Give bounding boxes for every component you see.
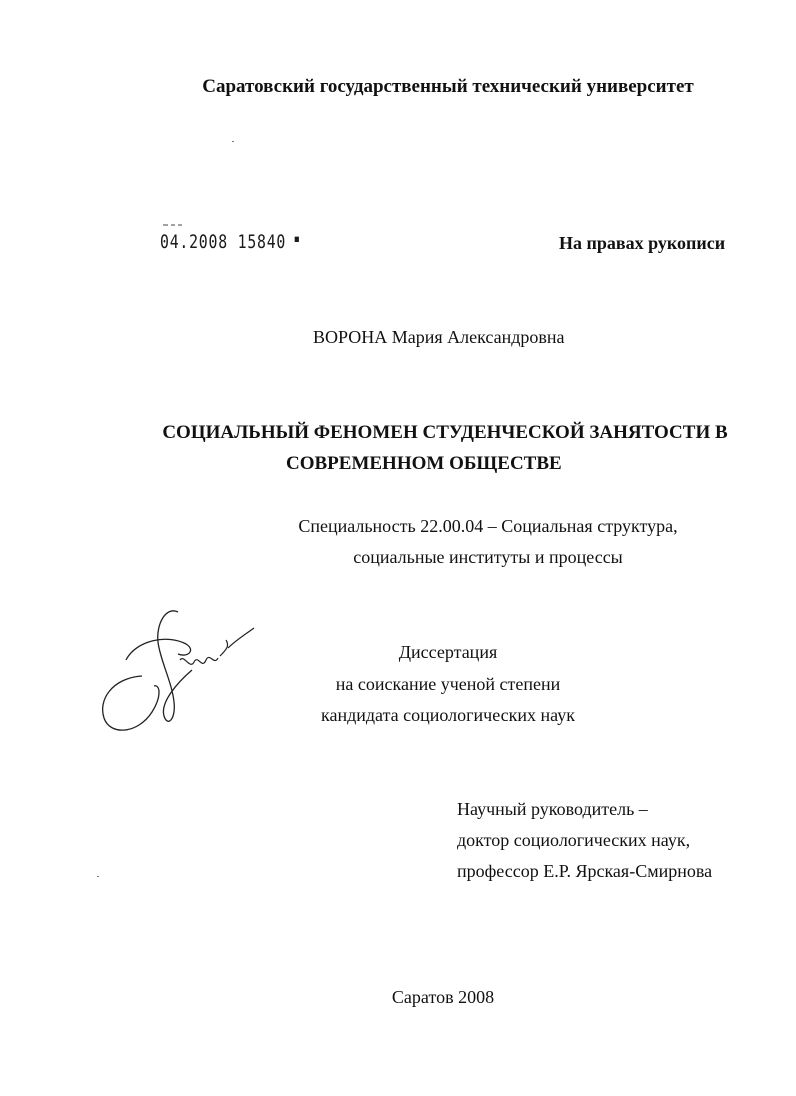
degree-field-line: кандидата социологических наук xyxy=(321,705,575,725)
advisor-name: профессор Е.Р. Ярская-Смирнова xyxy=(457,861,713,881)
advisor-label: Научный руководитель – xyxy=(457,799,648,819)
scan-speck xyxy=(97,876,99,877)
specialty-line-1: Специальность 22.00.04 – Социальная структура, xyxy=(298,516,678,536)
specialty-line-2: социальные институты и процессы xyxy=(353,547,623,567)
registration-number-text: 04.2008 15840 xyxy=(160,231,287,253)
dissertation-label: Диссертация xyxy=(398,642,498,662)
city-and-year: Саратов 2008 xyxy=(391,987,495,1007)
dissertation-title-line-2: СОВРЕМЕННОМ ОБЩЕСТВЕ xyxy=(286,453,562,474)
document-registration-number xyxy=(160,231,301,253)
degree-line: на соискание ученой степени xyxy=(335,674,561,694)
scan-speck xyxy=(232,141,234,142)
manuscript-rights-notice: На правах рукописи xyxy=(559,233,726,253)
registration-dot: ▪ xyxy=(286,231,301,247)
dissertation-title-line-1: СОЦИАЛЬНЫЙ ФЕНОМЕН СТУДЕНЧЕСКОЙ ЗАНЯТОСТИ В xyxy=(162,422,728,443)
registration-marks xyxy=(162,222,186,228)
author-name: ВОРОНА Мария Александровна xyxy=(313,327,565,347)
university-name: Саратовский государственный технический университет xyxy=(202,76,694,97)
advisor-degree: доктор социологических наук, xyxy=(457,830,691,850)
